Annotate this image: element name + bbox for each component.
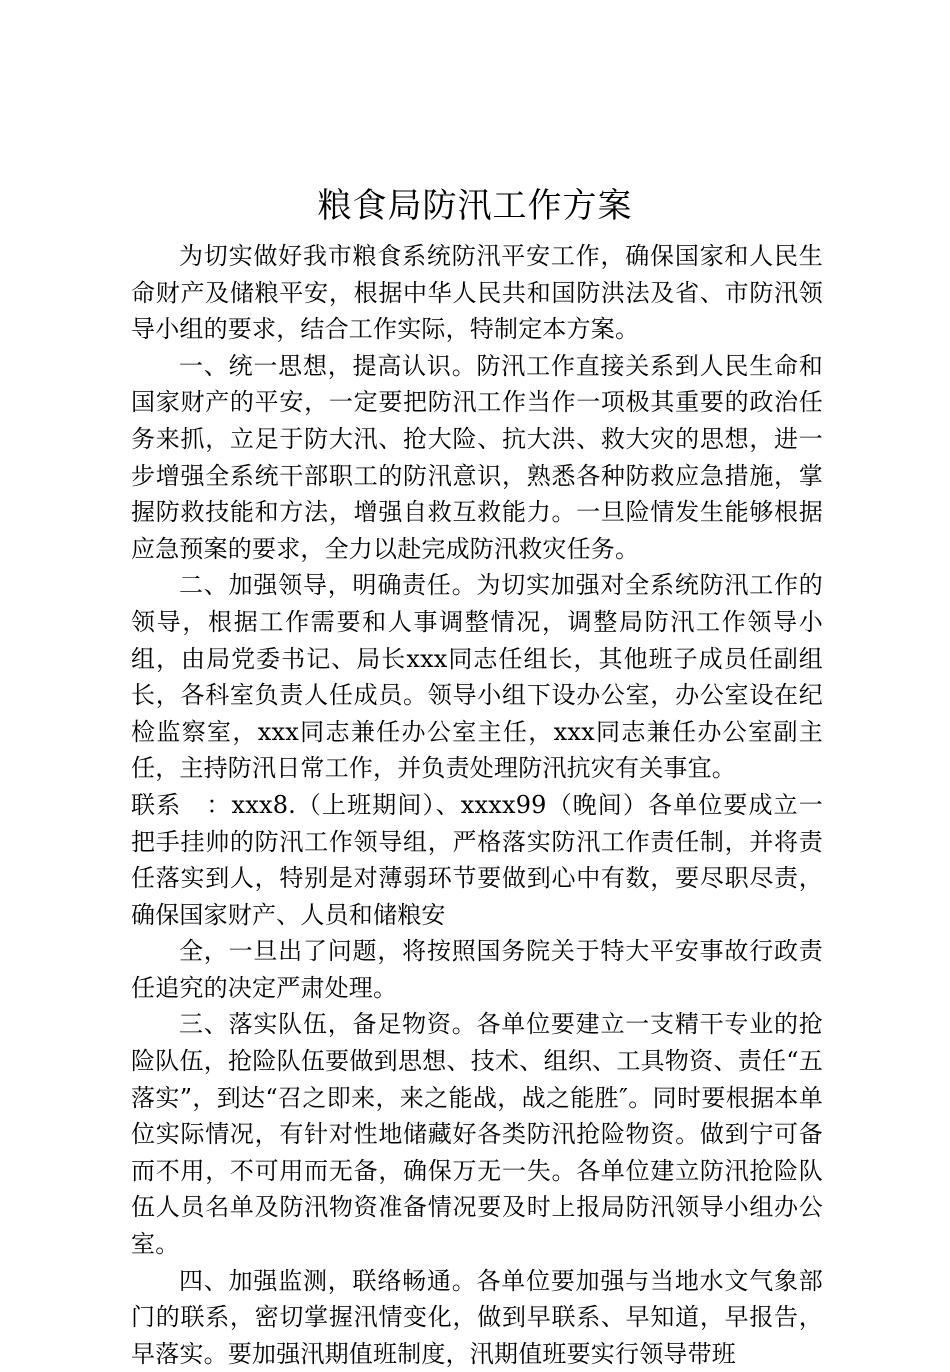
paragraph-accountability: 全，一旦出了问题，将按照国务院关于特大平安事故行政责任追究的决定严肃处理。: [131, 937, 823, 1002]
paragraph-section-1: 一、统一思想，提高认识。防汛工作直接关系到人民生命和国家财产的平安，一定要把防汛工作当作一项极其重要的政治任务来抓，立足于防大汛、抢大险、抗大洪、救大灾的思想，进一步增强全系统干部职工的防汛意识，熟悉各种防救应急措施，掌握防救技能和方法，增强自救互救能力。一旦险情发生能够根据应急预案的要求，全力以赴完成防汛救灾任务。: [131, 351, 823, 563]
paragraph-section-2: 二、加强领导，明确责任。为切实加强对全系统防汛工作的领导，根据工作需要和人事调整情况，调整局防汛工作领导小组，由局党委书记、局长xxx同志任组长，其他班子成员任副组长，各科室负责人任成员。领导小组下设办公室，办公室设在纪检监察室，xxx同志兼任办公室主任，xxx同志兼任办公室副主任，主持防汛日常工作，并负责处理防汛抗灾有关事宜。: [131, 571, 823, 783]
document-body: [131, 238, 823, 1372]
paragraph-section-4: 四、加强监测，联络畅通。各单位要加强与当地水文气象部门的联系，密切掌握汛情变化，做到早联系、早知道，早报告，早落实。要加强汛期值班制度，汛期值班要实行领导带班: [131, 1266, 823, 1368]
paragraph-contact: 联系 ：xxx8.（上班期间）、xxxx99（晚间）各单位要成立一把手挂帅的防汛工作领导组，严格落实防汛工作责任制，并将责任落实到人，特别是对薄弱环节要做到心中有数，要尽职尽责，确保国家财产、人员和储粮安: [131, 790, 823, 929]
paragraph-intro: 为切实做好我市粮食系统防汛平安工作，确保国家和人民生命财产及储粮平安，根据中华人民共和国防洪法及省、市防汛领导小组的要求，结合工作实际，特制定本方案。: [131, 242, 823, 344]
page-title: 粮食局防汛工作方案: [317, 186, 633, 226]
paragraph-section-3: 三、落实队伍，备足物资。各单位要建立一支精干专业的抢险队伍，抢险队伍要做到思想、技术、组织、工具物资、责任“五落实”，到达“召之即来，来之能战，战之能胜″。同时要根据本单位实际情况，有针对性地储藏好各类防汛抢险物资。做到宁可备而不用，不可用而无备，确保万无一失。各单位建立防汛抢险队伍人员名单及防汛物资准备情况要及时上报局防汛领导小组办公室。: [131, 1010, 823, 1259]
